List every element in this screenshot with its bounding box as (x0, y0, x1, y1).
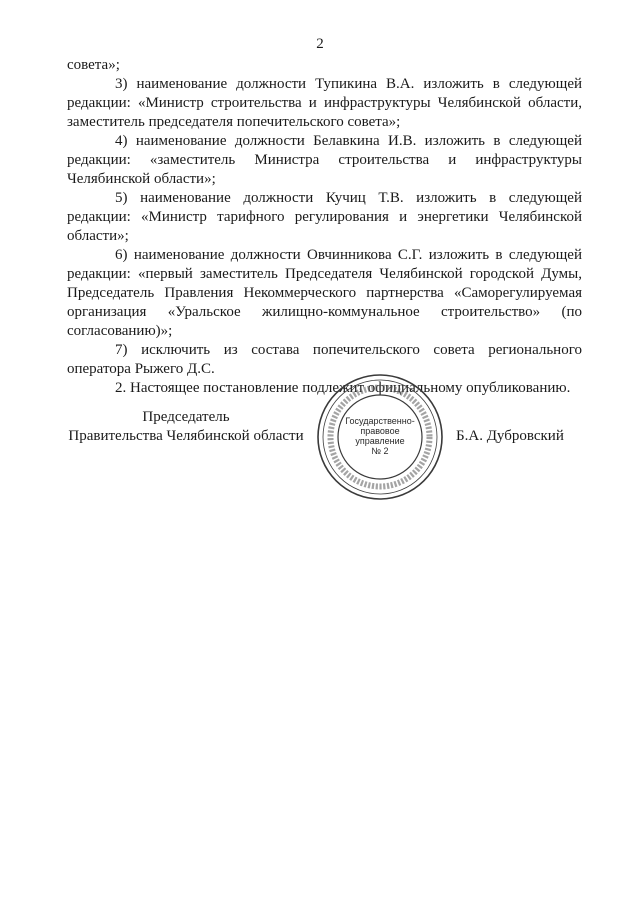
paragraph-5: 7) исключить из состава попечительского совета регионального оператора Рыжего Д.С. (67, 342, 582, 377)
seal-center-text (340, 416, 420, 456)
signatory-title-line1: Председатель (142, 409, 230, 425)
seal-center-line3: управление (355, 436, 405, 446)
paragraph-4: 6) наименование должности Овчинникова С.Г. изложить в следующей редакции: «первый заместитель Председателя Челябинской городской Думы, Председатель Правления Некоммерческого партнерства «Саморегулируемая организация «Уральское жилищно-коммунальное строительство» (по согласованию)»; (67, 247, 582, 339)
signatory-name: Б.А. Дубровский (456, 428, 564, 444)
paragraph-2: 4) наименование должности Белавкина И.В. изложить в следующей редакции: «заместитель Министра строительства и инфраструктуры Челябинской области»; (67, 133, 582, 187)
paragraph-0: совета»; (67, 57, 120, 73)
seal-center-line1: Государственно- (345, 416, 415, 426)
signatory-title-line2: Правительства Челябинской области (68, 428, 304, 444)
seal-center-line2: правовое (360, 426, 400, 436)
official-seal (315, 372, 445, 502)
paragraph-6: 2. Настоящее постановление подлежит официальному опубликованию. (115, 380, 571, 396)
paragraph-1: 3) наименование должности Тупикина В.А. изложить в следующей редакции: «Министр строительства и инфраструктуры Челябинской области, заместитель председателя попечительского совета»; (67, 76, 582, 130)
signatory-title (67, 408, 305, 446)
seal-center-line4: № 2 (371, 446, 389, 456)
paragraph-3: 5) наименование должности Кучиц Т.В. изложить в следующей редакции: «Министр тарифного регулирования и энергетики Челябинской области»; (67, 190, 582, 244)
page-number: 2 (316, 36, 324, 52)
document-body (67, 56, 582, 398)
